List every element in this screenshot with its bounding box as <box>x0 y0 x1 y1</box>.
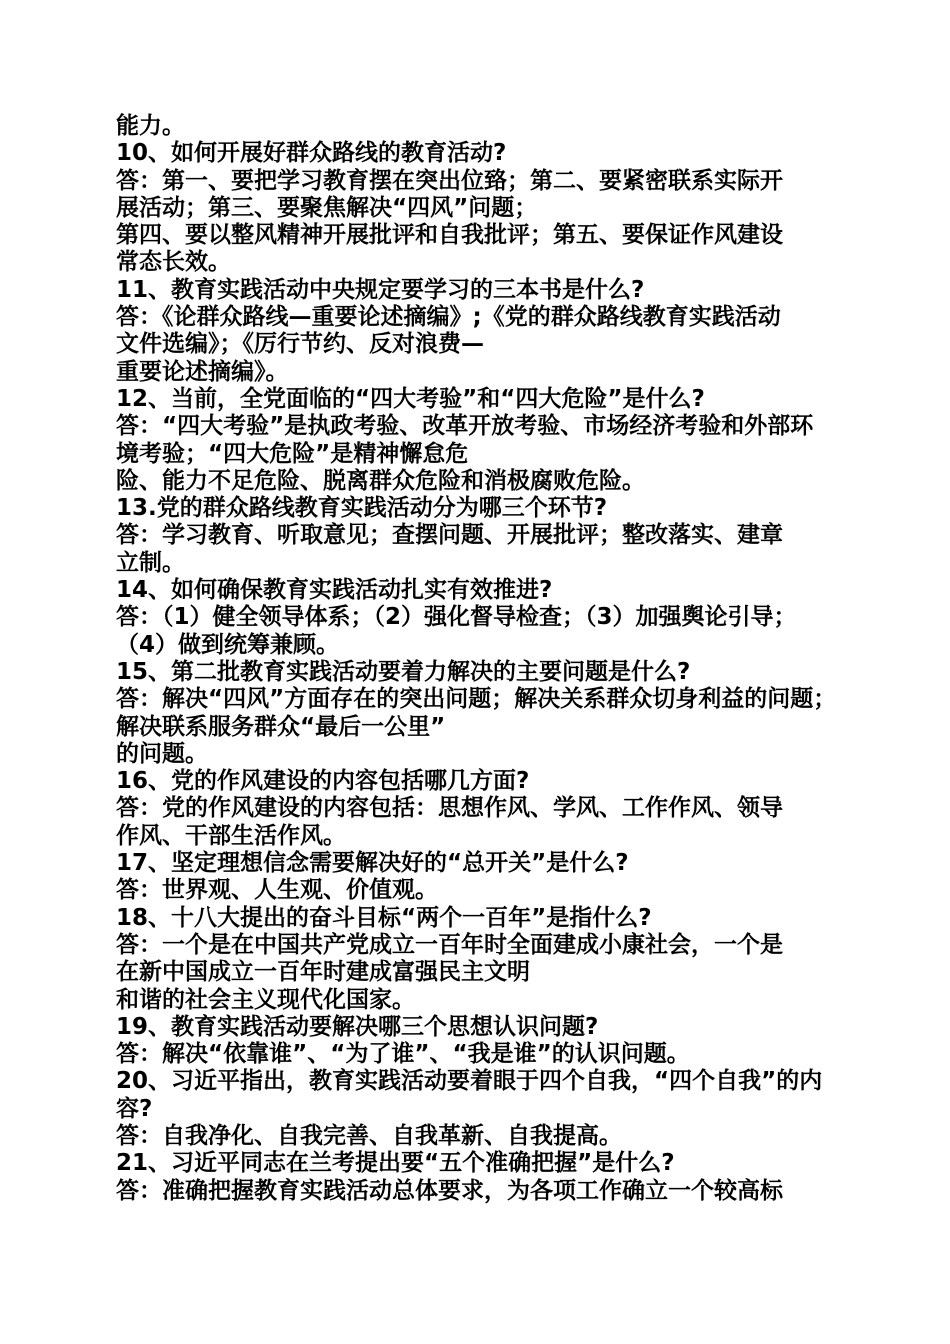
text-line: 常态长效。 <box>116 249 231 276</box>
question-line: 10、如何开展好群众路线的教育活动? <box>116 140 507 167</box>
question-line: 21、习近平同志在兰考提出要“五个准确把握”是什么? <box>116 1150 675 1177</box>
answer-line: 答：第一、要把学习教育摆在突出位臵；第二、要紧密联系实际开 <box>116 167 783 194</box>
text-line: 作风、干部生活作风。 <box>116 822 346 849</box>
answer-line: 答：党的作风建设的内容包括：思想作风、学风、工作作风、领导 <box>116 795 783 822</box>
text-line: 展活动；第三、要聚焦解决“四风”问题； <box>116 194 538 221</box>
question-line: 15、第二批教育实践活动要着力解决的主要问题是什么? <box>116 658 691 685</box>
question-line: 19、教育实践活动要解决哪三个思想认识问题? <box>116 1013 599 1040</box>
question-line: 13.党的群众路线教育实践活动分为哪三个环节? <box>116 495 608 522</box>
text-line: 第四、要以整风精神开展批评和自我批评；第五、要保证作风建设 <box>116 222 783 249</box>
question-line: 14、如何确保教育实践活动扎实有效推进? <box>116 577 553 604</box>
text-line: 解决联系服务群众“最后一公里” <box>116 713 446 740</box>
question-line: 17、坚定理想信念需要解决好的“总开关”是什么? <box>116 850 629 877</box>
answer-line: 答：解决“依靠谁”、“为了谁”、“我是谁”的认识问题。 <box>116 1041 690 1068</box>
text-line: 能力。 <box>116 113 185 139</box>
text-line: 立制。 <box>116 549 185 576</box>
text-line: 文件选编》；《厉行节约、反对浪费— <box>116 331 484 358</box>
text-line: 的问题。 <box>116 740 208 767</box>
question-line: 12、当前，全党面临的“四大考验”和“四大危险”是什么? <box>116 385 705 412</box>
text-line: 境考验；“四大危险”是精神懈怠危 <box>116 440 469 467</box>
answer-line: 答：《论群众路线—重要论述摘编》;《党的群众路线教育实践活动 <box>116 304 781 331</box>
text-line: 险、能力不足危险、脱离群众危险和消极腐败危险。 <box>116 467 645 494</box>
answer-line: 答：（1）健全领导体系；（2）强化督导检查；（3）加强舆论引导； <box>116 604 797 631</box>
answer-line: 答：“四大考验”是执政考验、改革开放考验、市场经济考验和外部环 <box>116 413 814 440</box>
question-line: 16、党的作风建设的内容包括哪几方面? <box>116 768 530 795</box>
question-line: 18、十八大提出的奋斗目标“两个一百年”是指什么? <box>116 904 652 931</box>
text-line: （4）做到统筹兼顾。 <box>116 631 340 658</box>
answer-line: 答：准确把握教育实践活动总体要求，为各项工作确立一个较高标 <box>116 1177 783 1204</box>
answer-line: 答：解决“四风”方面存在的突出问题；解决关系群众切身利益的问题； <box>116 686 837 713</box>
text-line: 在新中国成立一百年时建成富强民主文明 <box>116 959 530 986</box>
text-line: 和谐的社会主义现代化国家。 <box>116 986 415 1013</box>
text-line: 容? <box>116 1095 153 1122</box>
answer-line: 答：世界观、人生观、价值观。 <box>116 877 438 904</box>
answer-line: 答：自我净化、自我完善、自我革新、自我提高。 <box>116 1122 622 1149</box>
question-line: 20、习近平指出，教育实践活动要着眼于四个自我，“四个自我”的内 <box>116 1068 823 1095</box>
question-line: 11、教育实践活动中央规定要学习的三本书是什么? <box>116 276 645 303</box>
answer-line: 答：学习教育、听取意见；查摆问题、开展批评；整改落实、建章 <box>116 522 783 549</box>
document-body <box>116 113 846 1205</box>
text-line: 重要论述摘编》。 <box>116 358 289 385</box>
answer-line: 答：一个是在中国共产党成立一百年时全面建成小康社会，一个是 <box>116 931 783 958</box>
